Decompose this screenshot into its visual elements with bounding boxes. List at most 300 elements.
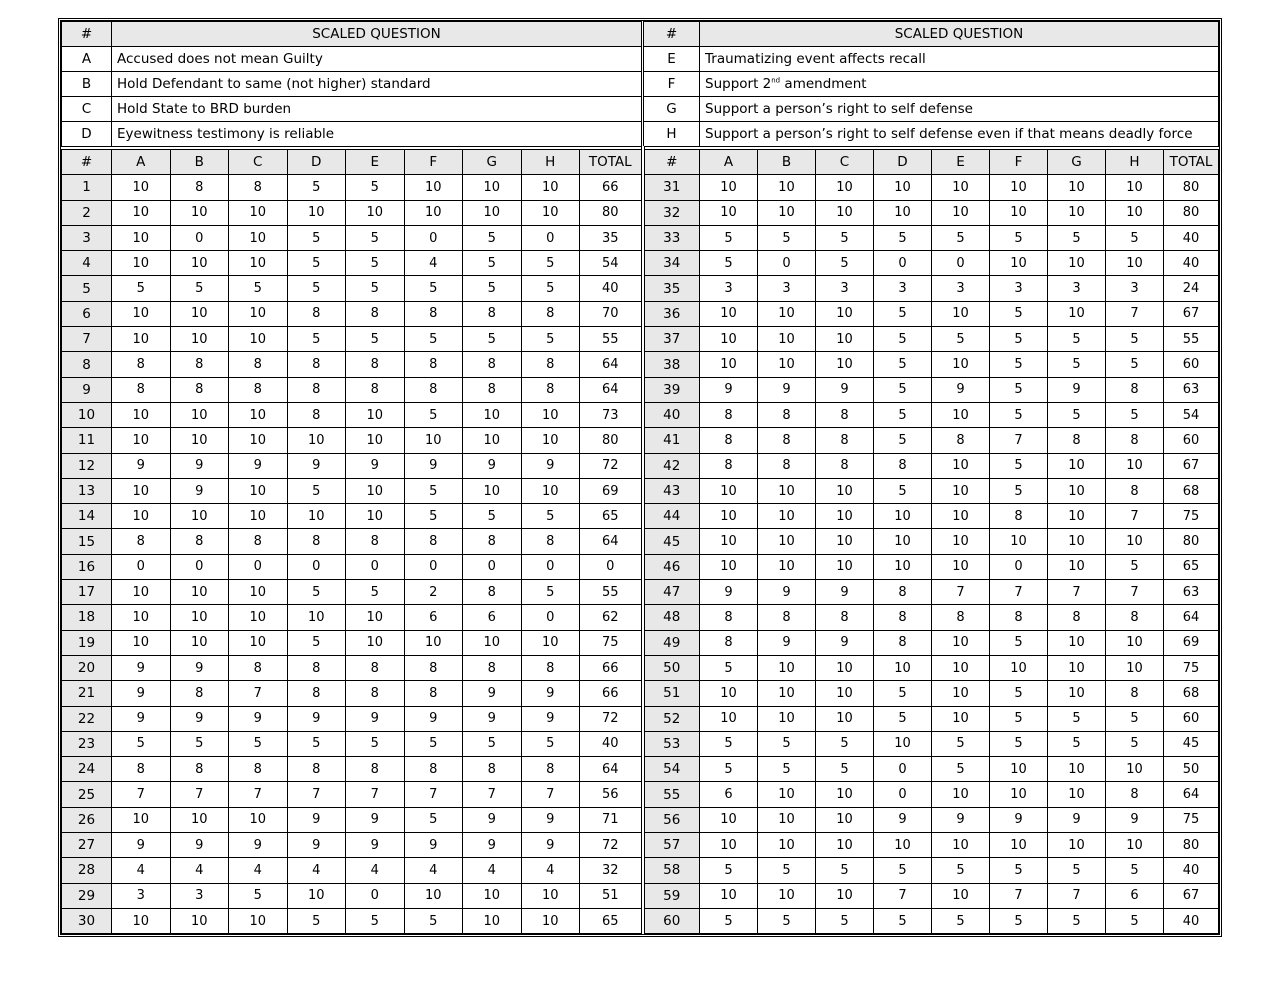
score-cell: 8	[874, 630, 932, 655]
total-cell: 56	[580, 782, 643, 807]
score-cell: 8	[1106, 478, 1164, 503]
score-cell: 10	[758, 175, 816, 200]
score-cell: 10	[112, 908, 171, 933]
total-cell: 54	[580, 251, 643, 276]
score-cell: 8	[816, 605, 874, 630]
total-cell: 67	[1164, 453, 1219, 478]
score-cell: 5	[346, 908, 405, 933]
score-cell: 0	[404, 554, 463, 579]
score-cell: 10	[932, 200, 990, 225]
score-cell: 5	[758, 225, 816, 250]
score-cell: 3	[932, 276, 990, 301]
score-cell: 10	[521, 175, 580, 200]
score-cell: 10	[1048, 655, 1106, 680]
total-cell: 65	[580, 504, 643, 529]
key-letter: H	[643, 122, 700, 147]
score-cell: 8	[1106, 605, 1164, 630]
score-cell: 10	[112, 327, 171, 352]
score-cell: 5	[521, 580, 580, 605]
score-cell: 10	[229, 807, 288, 832]
score-cell: 10	[700, 706, 758, 731]
score-cell: 8	[1048, 428, 1106, 453]
score-cell: 4	[521, 858, 580, 883]
score-cell: 9	[990, 807, 1048, 832]
score-cell: 7	[1106, 580, 1164, 605]
score-cell: 8	[521, 529, 580, 554]
score-cell: 7	[1106, 301, 1164, 326]
score-cell: 10	[816, 833, 874, 858]
key-question: Traumatizing event affects recall	[700, 47, 1219, 72]
score-cell: 10	[990, 251, 1048, 276]
key-question: Eyewitness testimony is reliable	[112, 122, 643, 147]
score-cell: 4	[463, 858, 522, 883]
table-row	[62, 706, 1219, 731]
score-cell: 10	[932, 706, 990, 731]
score-table	[61, 146, 1219, 934]
total-cell: 80	[1164, 200, 1219, 225]
juror-number: 38	[643, 352, 700, 377]
table-row	[62, 225, 1219, 250]
juror-number: 4	[62, 251, 112, 276]
score-cell: 7	[990, 428, 1048, 453]
score-cell: 5	[346, 580, 405, 605]
juror-number: 54	[643, 757, 700, 782]
score-cell: 9	[346, 453, 405, 478]
score-cell: 10	[932, 402, 990, 427]
juror-number: 33	[643, 225, 700, 250]
score-cell: 10	[112, 580, 171, 605]
score-cell: 8	[463, 352, 522, 377]
score-cell: 10	[932, 833, 990, 858]
score-cell: 9	[816, 580, 874, 605]
score-cell: 10	[700, 352, 758, 377]
score-cell: 7	[1048, 580, 1106, 605]
score-cell: 9	[170, 453, 229, 478]
score-cell: 8	[463, 757, 522, 782]
score-cell: 5	[346, 251, 405, 276]
total-cell: 66	[580, 681, 643, 706]
score-cell: 8	[463, 580, 522, 605]
score-cell: 0	[521, 554, 580, 579]
score-cell: 8	[758, 605, 816, 630]
score-cell: 10	[700, 807, 758, 832]
column-header-g: G	[1048, 148, 1106, 175]
total-cell: 65	[1164, 554, 1219, 579]
score-cell: 9	[816, 377, 874, 402]
score-cell: 10	[463, 175, 522, 200]
juror-number: 28	[62, 858, 112, 883]
total-cell: 40	[580, 276, 643, 301]
score-cell: 10	[463, 402, 522, 427]
juror-number: 29	[62, 883, 112, 908]
score-cell: 3	[1048, 276, 1106, 301]
juror-number: 10	[62, 402, 112, 427]
score-cell: 5	[1106, 327, 1164, 352]
score-cell: 8	[1106, 681, 1164, 706]
score-cell: 5	[1048, 858, 1106, 883]
score-cell: 5	[287, 908, 346, 933]
score-cell: 0	[932, 251, 990, 276]
total-cell: 80	[1164, 529, 1219, 554]
score-cell: 8	[1106, 428, 1164, 453]
score-cell: 10	[932, 453, 990, 478]
total-cell: 75	[1164, 655, 1219, 680]
score-cell: 5	[404, 504, 463, 529]
score-cell: 0	[229, 554, 288, 579]
score-cell: 10	[758, 782, 816, 807]
score-cell: 5	[700, 908, 758, 933]
score-cell: 10	[1048, 681, 1106, 706]
score-cell: 0	[758, 251, 816, 276]
score-cell: 10	[1048, 782, 1106, 807]
score-cell: 10	[346, 402, 405, 427]
score-cell: 10	[1048, 453, 1106, 478]
juror-number: 40	[643, 402, 700, 427]
score-cell: 10	[229, 225, 288, 250]
score-cell: 10	[758, 327, 816, 352]
total-cell: 75	[580, 630, 643, 655]
score-cell: 10	[229, 630, 288, 655]
score-cell: 8	[170, 377, 229, 402]
total-cell: 50	[1164, 757, 1219, 782]
score-cell: 10	[700, 175, 758, 200]
score-cell: 0	[112, 554, 171, 579]
score-cell: 10	[112, 630, 171, 655]
score-cell: 10	[1048, 175, 1106, 200]
score-cell: 10	[758, 883, 816, 908]
juror-number: 47	[643, 580, 700, 605]
key-question: Support a person’s right to self defense	[700, 97, 1219, 122]
score-cell: 8	[287, 681, 346, 706]
score-cell: 5	[874, 377, 932, 402]
score-cell: 10	[1048, 251, 1106, 276]
total-cell: 51	[580, 883, 643, 908]
score-cell: 5	[990, 225, 1048, 250]
score-cell: 5	[1106, 402, 1164, 427]
score-cell: 10	[1048, 529, 1106, 554]
score-cell: 8	[346, 377, 405, 402]
score-cell: 5	[932, 858, 990, 883]
total-cell: 73	[580, 402, 643, 427]
total-cell: 72	[580, 833, 643, 858]
score-cell: 10	[112, 504, 171, 529]
key-question: Support a person’s right to self defense even if that means deadly force	[700, 122, 1219, 147]
score-cell: 8	[816, 402, 874, 427]
total-cell: 69	[580, 478, 643, 503]
total-cell: 60	[1164, 428, 1219, 453]
score-cell: 10	[229, 327, 288, 352]
score-cell: 8	[874, 580, 932, 605]
table-row	[62, 453, 1219, 478]
score-cell: 5	[874, 402, 932, 427]
juror-number: 55	[643, 782, 700, 807]
score-cell: 5	[404, 478, 463, 503]
score-cell: 10	[932, 630, 990, 655]
juror-number: 15	[62, 529, 112, 554]
juror-number: 31	[643, 175, 700, 200]
score-cell: 10	[990, 782, 1048, 807]
score-cell: 8	[700, 402, 758, 427]
juror-number: 57	[643, 833, 700, 858]
total-cell: 45	[1164, 731, 1219, 756]
score-cell: 10	[287, 883, 346, 908]
score-cell: 10	[874, 529, 932, 554]
score-cell: 10	[229, 428, 288, 453]
score-cell: 9	[112, 681, 171, 706]
score-cell: 8	[404, 352, 463, 377]
score-cell: 10	[112, 251, 171, 276]
score-cell: 9	[346, 833, 405, 858]
column-header-a: A	[112, 148, 171, 175]
juror-number: 24	[62, 757, 112, 782]
score-cell: 10	[758, 655, 816, 680]
score-cell: 10	[170, 908, 229, 933]
juror-number: 48	[643, 605, 700, 630]
score-cell: 8	[874, 605, 932, 630]
score-cell: 10	[1106, 757, 1164, 782]
score-cell: 7	[404, 782, 463, 807]
score-cell: 9	[170, 706, 229, 731]
column-header-c: C	[229, 148, 288, 175]
score-cell: 8	[521, 757, 580, 782]
score-cell: 5	[112, 731, 171, 756]
score-cell: 10	[170, 807, 229, 832]
score-cell: 5	[874, 225, 932, 250]
score-cell: 8	[932, 428, 990, 453]
total-cell: 80	[1164, 175, 1219, 200]
total-cell: 68	[1164, 681, 1219, 706]
score-cell: 8	[346, 681, 405, 706]
column-header-f: F	[404, 148, 463, 175]
score-cell: 10	[112, 428, 171, 453]
column-header-hash: #	[643, 148, 700, 175]
ordinal-suffix: nd	[771, 76, 781, 85]
score-cell: 5	[990, 377, 1048, 402]
score-cell: 5	[404, 402, 463, 427]
key-letter: C	[62, 97, 112, 122]
total-cell: 64	[580, 377, 643, 402]
score-cell: 10	[990, 655, 1048, 680]
score-cell: 10	[170, 504, 229, 529]
score-cell: 3	[112, 883, 171, 908]
score-cell: 9	[287, 453, 346, 478]
score-cell: 6	[404, 605, 463, 630]
score-cell: 10	[990, 175, 1048, 200]
score-cell: 10	[521, 630, 580, 655]
score-cell: 10	[758, 706, 816, 731]
score-cell: 5	[346, 276, 405, 301]
score-cell: 10	[463, 883, 522, 908]
juror-number: 37	[643, 327, 700, 352]
score-cell: 10	[758, 529, 816, 554]
score-cell: 0	[463, 554, 522, 579]
score-cell: 10	[816, 782, 874, 807]
score-cell: 4	[112, 858, 171, 883]
score-cell: 3	[758, 276, 816, 301]
score-cell: 10	[229, 402, 288, 427]
score-cell: 9	[112, 453, 171, 478]
score-cell: 10	[816, 327, 874, 352]
score-cell: 8	[463, 301, 522, 326]
score-cell: 10	[229, 605, 288, 630]
key-question-header-right: SCALED QUESTION	[700, 22, 1219, 47]
score-cell: 10	[1048, 504, 1106, 529]
score-cell: 9	[463, 681, 522, 706]
score-cell: 7	[1106, 504, 1164, 529]
score-cell: 9	[170, 833, 229, 858]
score-cell: 8	[990, 504, 1048, 529]
key-question-part: amendment	[780, 76, 867, 92]
score-cell: 8	[287, 402, 346, 427]
score-cell: 5	[287, 580, 346, 605]
score-cell: 10	[112, 605, 171, 630]
score-cell: 10	[229, 200, 288, 225]
score-cell: 10	[346, 630, 405, 655]
table-row	[62, 605, 1219, 630]
score-cell: 8	[700, 605, 758, 630]
score-cell: 8	[521, 377, 580, 402]
juror-number: 25	[62, 782, 112, 807]
key-question: Hold Defendant to same (not higher) standard	[112, 72, 643, 97]
score-cell: 9	[521, 453, 580, 478]
score-cell: 10	[521, 428, 580, 453]
juror-number: 36	[643, 301, 700, 326]
score-cell: 10	[816, 807, 874, 832]
score-cell: 9	[874, 807, 932, 832]
score-cell: 5	[932, 908, 990, 933]
table-row	[62, 352, 1219, 377]
score-cell: 5	[287, 251, 346, 276]
juror-number: 59	[643, 883, 700, 908]
score-cell: 9	[1048, 377, 1106, 402]
score-cell: 5	[816, 251, 874, 276]
juror-number: 8	[62, 352, 112, 377]
score-cell: 5	[463, 327, 522, 352]
score-cell: 10	[816, 478, 874, 503]
juror-number: 45	[643, 529, 700, 554]
score-cell: 5	[229, 883, 288, 908]
score-cell: 10	[229, 908, 288, 933]
score-cell: 10	[463, 200, 522, 225]
juror-number: 7	[62, 327, 112, 352]
score-cell: 5	[229, 276, 288, 301]
score-cell: 10	[874, 504, 932, 529]
score-cell: 8	[404, 529, 463, 554]
column-header-b: B	[758, 148, 816, 175]
total-cell: 64	[580, 757, 643, 782]
score-cell: 10	[229, 504, 288, 529]
table-row	[62, 478, 1219, 503]
score-cell: 5	[990, 731, 1048, 756]
score-cell: 0	[874, 757, 932, 782]
score-cell: 10	[287, 200, 346, 225]
table-row	[62, 883, 1219, 908]
score-cell: 10	[404, 200, 463, 225]
score-cell: 5	[990, 402, 1048, 427]
score-cell: 8	[758, 428, 816, 453]
juror-number: 41	[643, 428, 700, 453]
table-row	[62, 504, 1219, 529]
score-cell: 10	[1048, 200, 1106, 225]
score-cell: 8	[700, 428, 758, 453]
score-cell: 0	[990, 554, 1048, 579]
juror-number: 12	[62, 453, 112, 478]
score-cell: 10	[932, 681, 990, 706]
score-cell: 5	[816, 225, 874, 250]
score-cell: 8	[170, 681, 229, 706]
key-question	[700, 72, 1219, 97]
table-row	[62, 858, 1219, 883]
score-cell: 10	[1048, 630, 1106, 655]
juror-number: 22	[62, 706, 112, 731]
score-cell: 8	[758, 402, 816, 427]
score-cell: 7	[521, 782, 580, 807]
score-cell: 5	[1106, 706, 1164, 731]
score-cell: 8	[1048, 605, 1106, 630]
score-cell: 10	[521, 883, 580, 908]
score-cell: 5	[932, 757, 990, 782]
score-cell: 9	[521, 807, 580, 832]
score-cell: 6	[1106, 883, 1164, 908]
score-cell: 5	[287, 175, 346, 200]
score-cell: 9	[229, 706, 288, 731]
score-cell: 9	[521, 706, 580, 731]
score-cell: 5	[346, 731, 405, 756]
score-cell: 2	[404, 580, 463, 605]
score-cell: 10	[758, 200, 816, 225]
score-cell: 10	[758, 504, 816, 529]
score-cell: 5	[1048, 706, 1106, 731]
score-cell: 0	[874, 251, 932, 276]
table-row	[62, 757, 1219, 782]
score-cell: 10	[700, 327, 758, 352]
total-cell: 63	[1164, 377, 1219, 402]
score-cell: 10	[990, 529, 1048, 554]
table-row	[62, 554, 1219, 579]
score-cell: 5	[229, 731, 288, 756]
score-cell: 4	[170, 858, 229, 883]
total-cell: 63	[1164, 580, 1219, 605]
score-cell: 3	[990, 276, 1048, 301]
score-cell: 5	[758, 858, 816, 883]
total-cell: 40	[1164, 908, 1219, 933]
score-cell: 10	[758, 478, 816, 503]
score-cell: 10	[700, 883, 758, 908]
score-cell: 8	[229, 377, 288, 402]
score-cell: 5	[990, 478, 1048, 503]
score-cell: 4	[404, 251, 463, 276]
total-cell: 80	[580, 200, 643, 225]
score-cell: 10	[1048, 757, 1106, 782]
column-header-h: H	[521, 148, 580, 175]
score-cell: 7	[990, 580, 1048, 605]
score-cell: 10	[521, 200, 580, 225]
table-row	[62, 833, 1219, 858]
score-cell: 5	[1106, 858, 1164, 883]
score-cell: 10	[816, 175, 874, 200]
score-cell: 10	[932, 301, 990, 326]
column-header-hash: #	[62, 148, 112, 175]
score-cell: 10	[758, 807, 816, 832]
score-cell: 10	[816, 529, 874, 554]
score-cell: 8	[463, 377, 522, 402]
score-cell: 10	[874, 175, 932, 200]
score-cell: 10	[816, 352, 874, 377]
score-cell: 10	[170, 402, 229, 427]
score-cell: 10	[1048, 833, 1106, 858]
key-letter: A	[62, 47, 112, 72]
score-cell: 10	[287, 605, 346, 630]
